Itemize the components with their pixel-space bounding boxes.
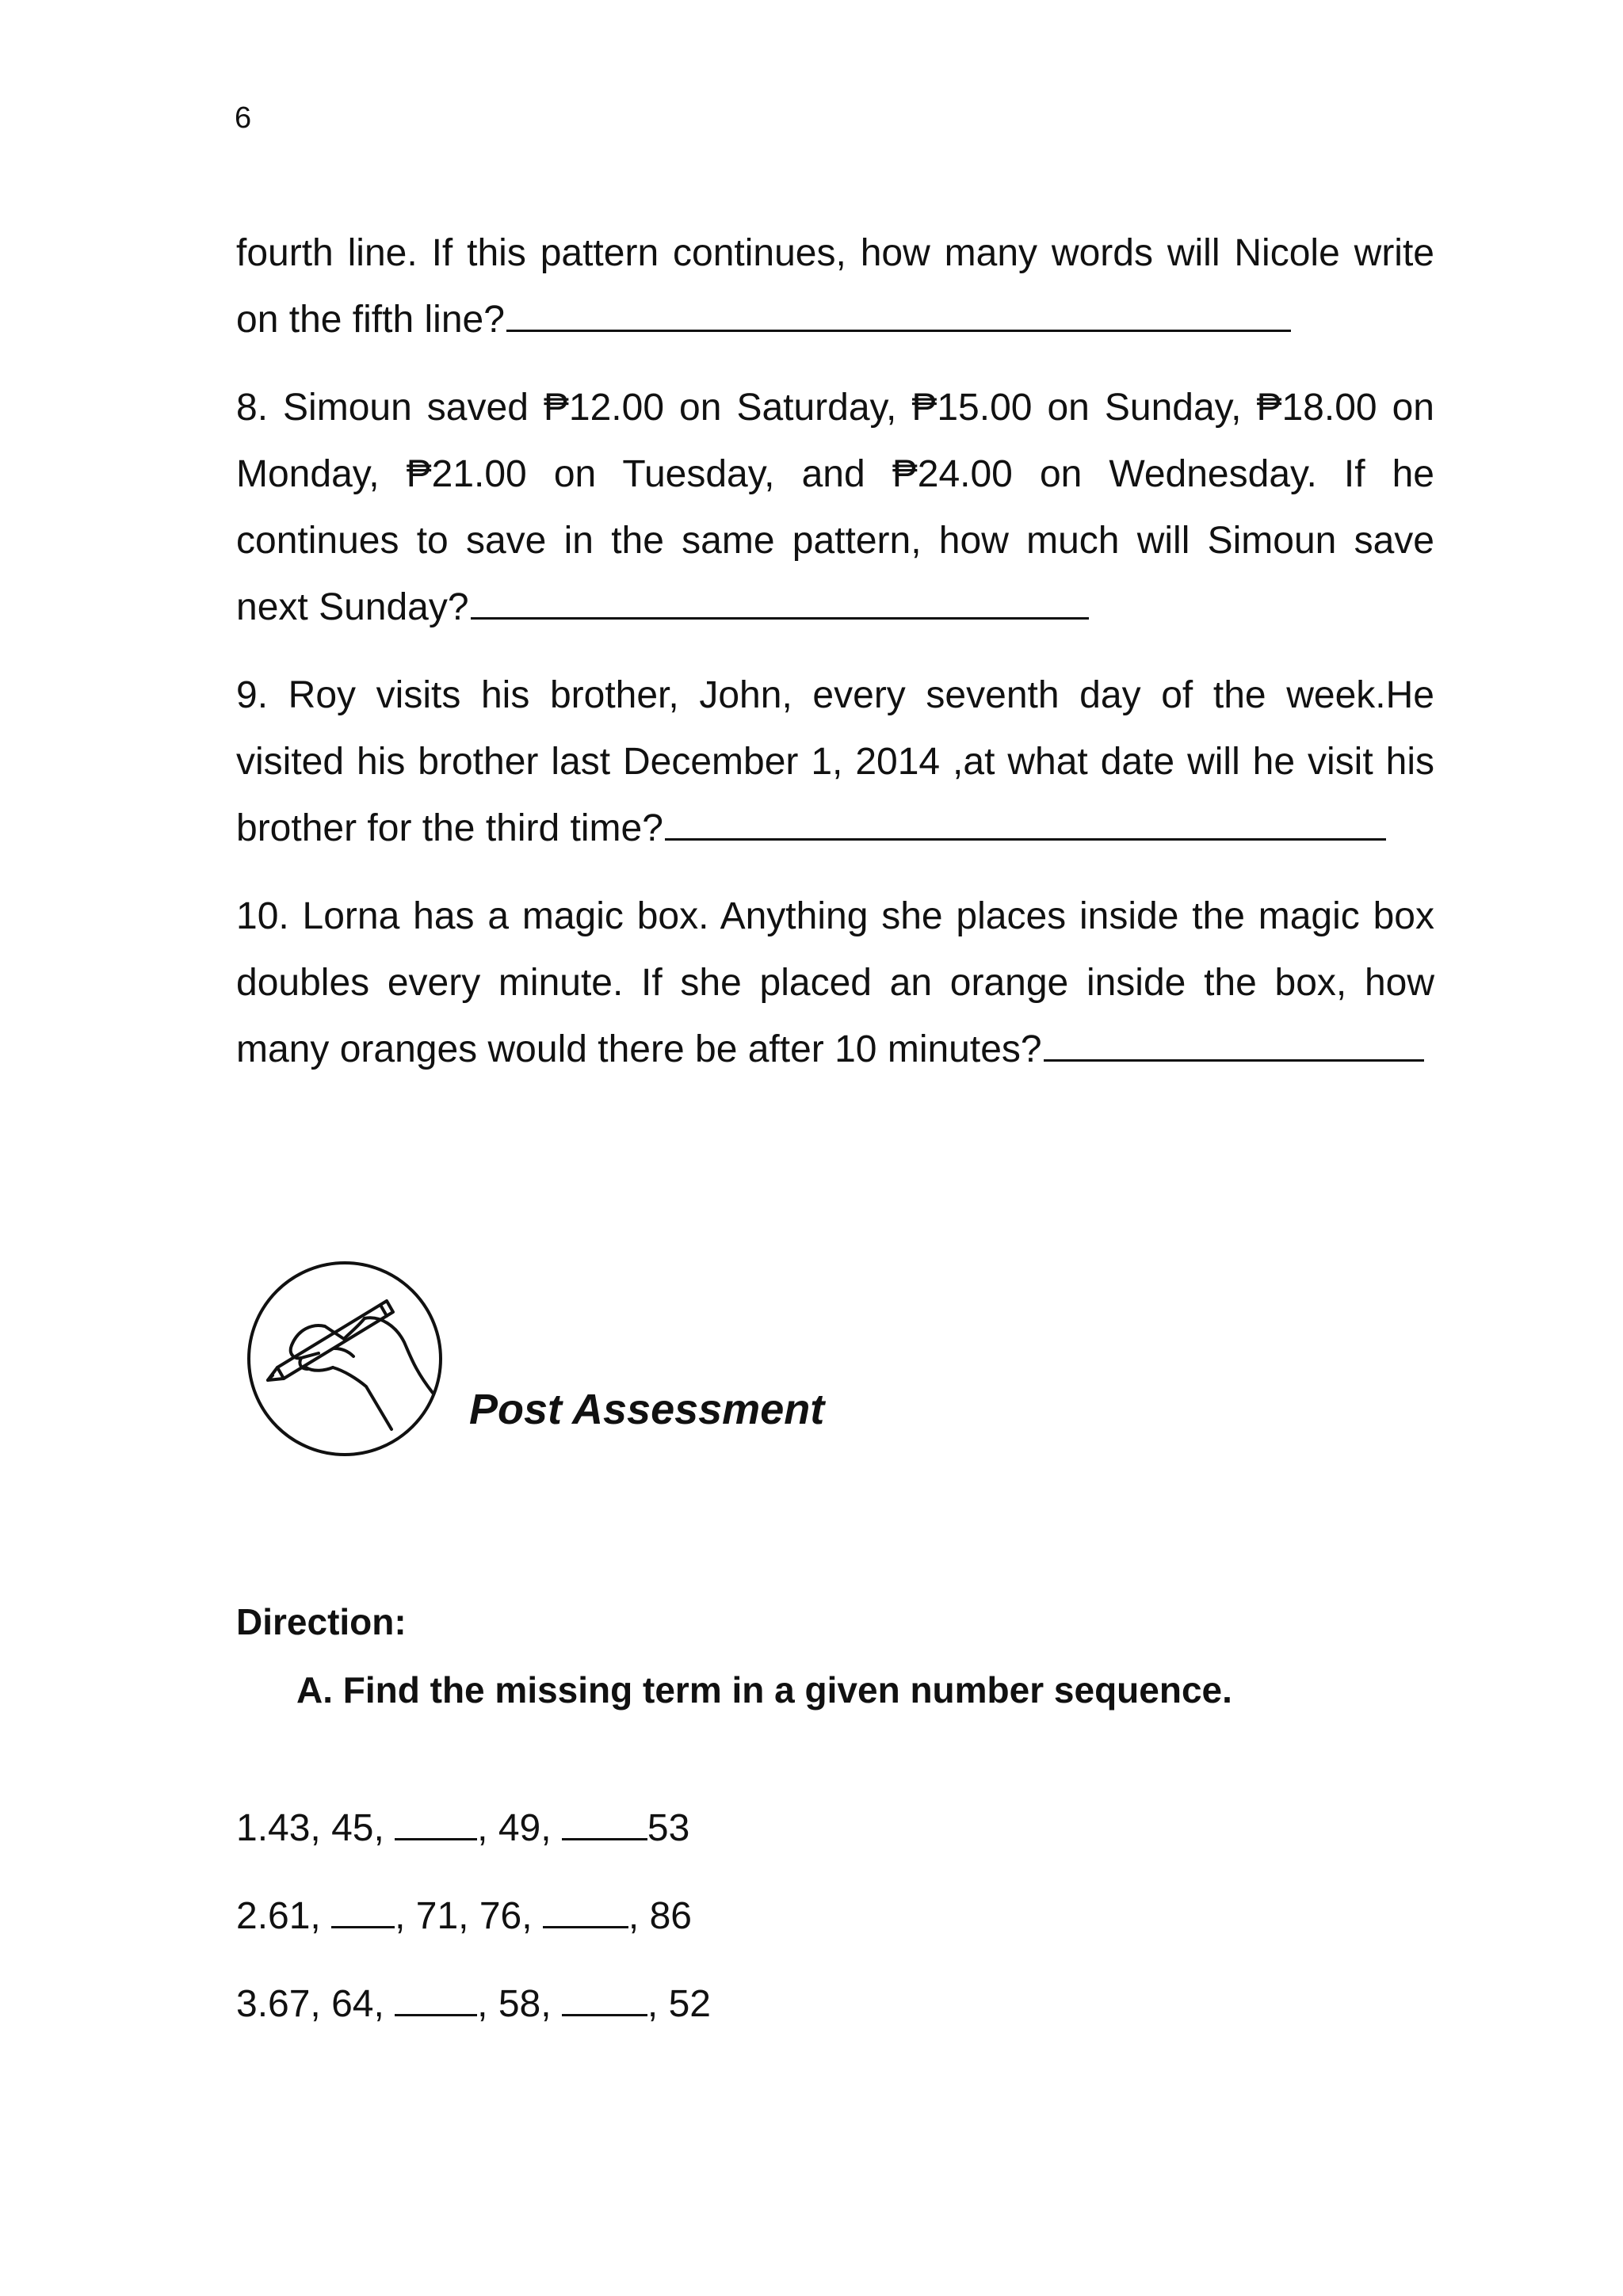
- sequence-text: , 49,: [477, 1807, 562, 1849]
- direction-label: Direction:: [236, 1601, 407, 1642]
- post-assessment-header: [246, 1260, 1197, 1466]
- page-number: 6: [235, 101, 252, 135]
- question-7-continuation: [236, 220, 1434, 353]
- sequence-text: 1.43, 45,: [236, 1807, 395, 1849]
- sequence-blank[interactable]: [562, 1806, 647, 1840]
- sequence-blank[interactable]: [395, 1982, 477, 2016]
- sequence-blank[interactable]: [562, 1982, 647, 2016]
- sequence-blank[interactable]: [331, 1894, 395, 1928]
- answer-blank[interactable]: [506, 298, 1291, 332]
- questions-section: [236, 220, 1434, 1104]
- post-assessment-title: Post Assessment: [469, 1386, 825, 1433]
- direction-instruction: A. Find the missing term in a given number sequence.: [296, 1669, 1232, 1711]
- question-text: 8. Simoun saved ₱12.00 on Saturday, ₱15.00 on Sunday, ₱18.00 on Monday, ₱21.00 on Tuesday, and ₱24.00 on Wednesday. If he continues to save in the same pattern, how much will Simoun save next Sunday?: [236, 387, 1434, 628]
- hand-writing-pencil-icon: [246, 1260, 444, 1458]
- question-text: 10. Lorna has a magic box. Anything she places inside the magic box doubles every minute. If she placed an orange inside the box, how many oranges would there be after 10 minutes?: [236, 895, 1434, 1070]
- sequence-text: , 58,: [477, 1983, 562, 2025]
- answer-blank[interactable]: [665, 807, 1386, 841]
- sequence-text: , 71, 76,: [395, 1895, 543, 1937]
- sequence-text: 2.61,: [236, 1895, 332, 1937]
- question-8: [236, 375, 1434, 641]
- answer-blank[interactable]: [1044, 1028, 1424, 1062]
- sequence-text: , 86: [628, 1895, 692, 1937]
- question-text: fourth line. If this pattern continues, how many words will Nicole write on the fifth line?: [236, 232, 1434, 341]
- question-9: [236, 662, 1434, 862]
- sequence-item-1: [236, 1806, 689, 1850]
- answer-blank[interactable]: [471, 585, 1089, 620]
- question-text: 9. Roy visits his brother, John, every seventh day of the week.He visited his brother last December 1, 2014 ,at what date will he visit his brother for the third time?: [236, 674, 1434, 849]
- sequence-text: 3.67, 64,: [236, 1983, 395, 2025]
- sequence-blank[interactable]: [395, 1806, 477, 1840]
- sequence-item-2: [236, 1894, 692, 1938]
- sequence-blank[interactable]: [543, 1894, 628, 1928]
- sequence-text: , 52: [647, 1983, 711, 2025]
- sequence-text: 53: [647, 1807, 690, 1849]
- sequence-item-3: [236, 1982, 711, 2026]
- question-10: [236, 883, 1434, 1083]
